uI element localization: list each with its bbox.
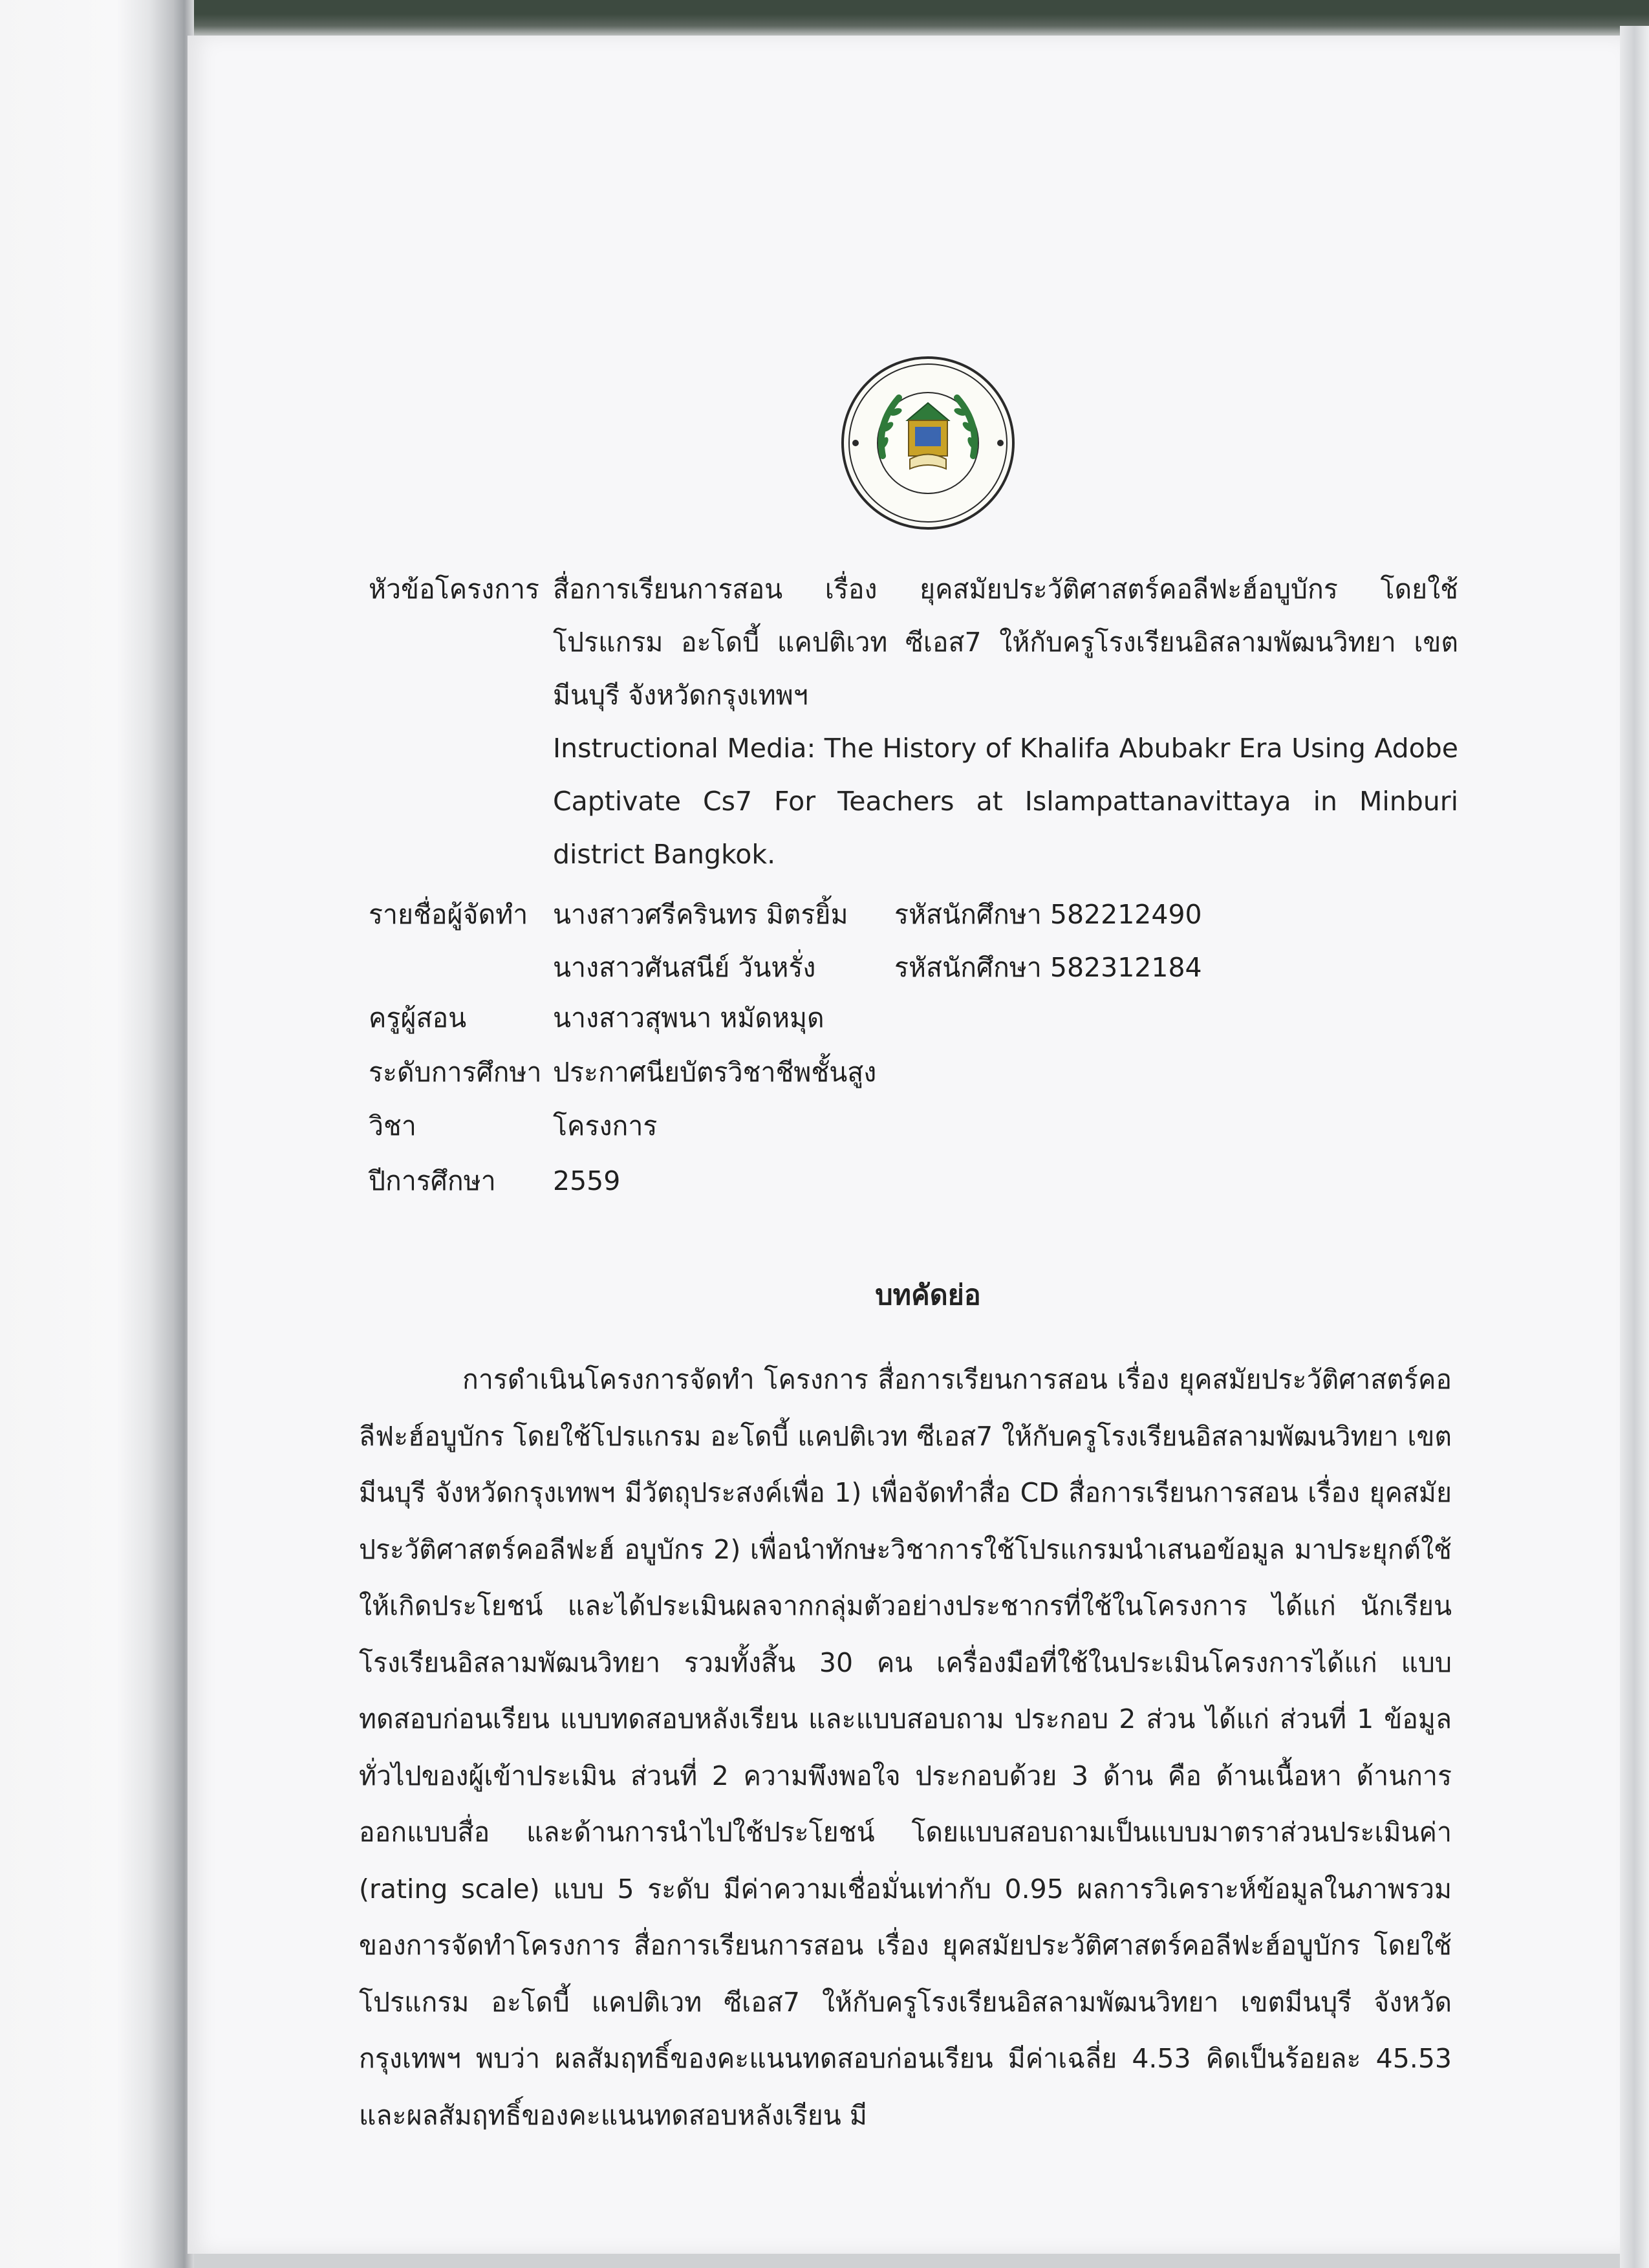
author-student-id: รหัสนักศึกษา 582212490: [894, 899, 1202, 930]
page-right-edge: [1620, 26, 1649, 2268]
abstract-body: [359, 1352, 1452, 2144]
book-spine-shadow: [0, 0, 194, 2268]
subject-value: โครงการ: [553, 1110, 658, 1141]
project-title-english: Instructional Media: The History of Khalifa Abubakr Era Using Adobe Captivate Cs7 For Teachers at Islampattanavittaya in Minburi district Bangkok.: [553, 733, 1458, 870]
author-student-id: รหัสนักศึกษา 582312184: [894, 952, 1202, 983]
abstract-heading: บทคัดย่อ: [875, 1279, 981, 1312]
subject-label: วิชา: [369, 1110, 416, 1141]
authors-label: รายชื่อผู้จัดทำ: [369, 899, 528, 930]
book-cover-edge: [0, 0, 1649, 39]
college-seal-icon: [837, 352, 1018, 534]
advisor-name: นางสาวสุพนา หมัดหมุด: [553, 1002, 824, 1033]
abstract-paragraph: การดำเนินโครงการจัดทำ โครงการ สื่อการเรียนการสอน เรื่อง ยุคสมัยประวัติศาสตร์คอลีฟะฮ์อบูบักร โดยใช้โปรแกรม อะโดบี้ แคปติเวท ซีเอส7 ให้กับครูโรงเรียนอิสลามพัฒนวิทยา เขตมีนบุรี จังหวัดกรุงเทพฯ มีวัตถุประสงค์เพื่อ 1) เพื่อจัดทำสื่อ CD สื่อการเรียนการสอน เรื่อง ยุคสมัยประวัติศาสตร์คอลีฟะฮ์ อบูบักร 2) เพื่อนำทักษะวิชาการใช้โปรแกรมนำเสนอข้อมูล มาประยุกต์ใช้ให้เกิดประโยชน์ และได้ประเมินผลจากกลุ่มตัวอย่างประชากรที่ใช้ในโครงการ ได้แก่ นักเรียนโรงเรียนอิสลามพัฒนวิทยา รวมทั้งสิ้น 30 คน เครื่องมือที่ใช้ในประเมินโครงการได้แก่ แบบทดสอบก่อนเรียน แบบทดสอบหลังเรียน และแบบสอบถาม ประกอบ 2 ส่วน ได้แก่ ส่วนที่ 1 ข้อมูลทั่วไปของผู้เข้าประเมิน ส่วนที่ 2 ความพึงพอใจ ประกอบด้วย 3 ด้าน คือ ด้านเนื้อหา ด้านการออกแบบสื่อ และด้านการนำไปใช้ประโยชน์ โดยแบบสอบถามเป็นแบบมาตราส่วนประเมินค่า (rating scale) แบบ 5 ระดับ มีค่าความเชื่อมั่นเท่ากับ 0.95 ผลการวิเคราะห์ข้อมูลในภาพรวมของการจัดทำโครงการ สื่อการเรียนการสอน เรื่อง ยุคสมัยประวัติศาสตร์คอลีฟะฮ์อบูบักร โดยใช้โปรแกรม อะโดบี้ แคปติเวท ซีเอส7 ให้กับครูโรงเรียนอิสลามพัฒนวิทยา เขตมีนบุรี จังหวัดกรุงเทพฯ พบว่า ผลสัมฤทธิ์ของคะแนนทดสอบก่อนเรียน มีค่าเฉลี่ย 4.53 คิดเป็นร้อยละ 45.53 และผลสัมฤทธิ์ของคะแนนทดสอบหลังเรียน มี: [359, 1364, 1452, 2131]
project-title-label: หัวข้อโครงการ: [369, 574, 540, 605]
advisor-label: ครูผู้สอน: [369, 1002, 467, 1033]
author-name: นางสาวศรีครินทร มิตรยิ้ม: [553, 899, 848, 930]
academic-year: 2559: [553, 1165, 621, 1196]
author-name: นางสาวศันสนีย์ วันหรั่ง: [553, 952, 816, 983]
education-level: ประกาศนียบัตรวิชาชีพชั้นสูง: [553, 1057, 877, 1088]
level-label: ระดับการศึกษา: [369, 1057, 542, 1088]
project-title-thai: สื่อการเรียนการสอน เรื่อง ยุคสมัยประวัติศาสตร์คอลีฟะฮ์อบูบักร โดยใช้โปรแกรม อะโดบี้ แคปติเวท ซีเอส7 ให้กับครูโรงเรียนอิสลามพัฒนวิทยา เขตมีนบุรี จังหวัดกรุงเทพฯ: [553, 574, 1458, 711]
academic-year-label: ปีการศึกษา: [369, 1165, 496, 1196]
